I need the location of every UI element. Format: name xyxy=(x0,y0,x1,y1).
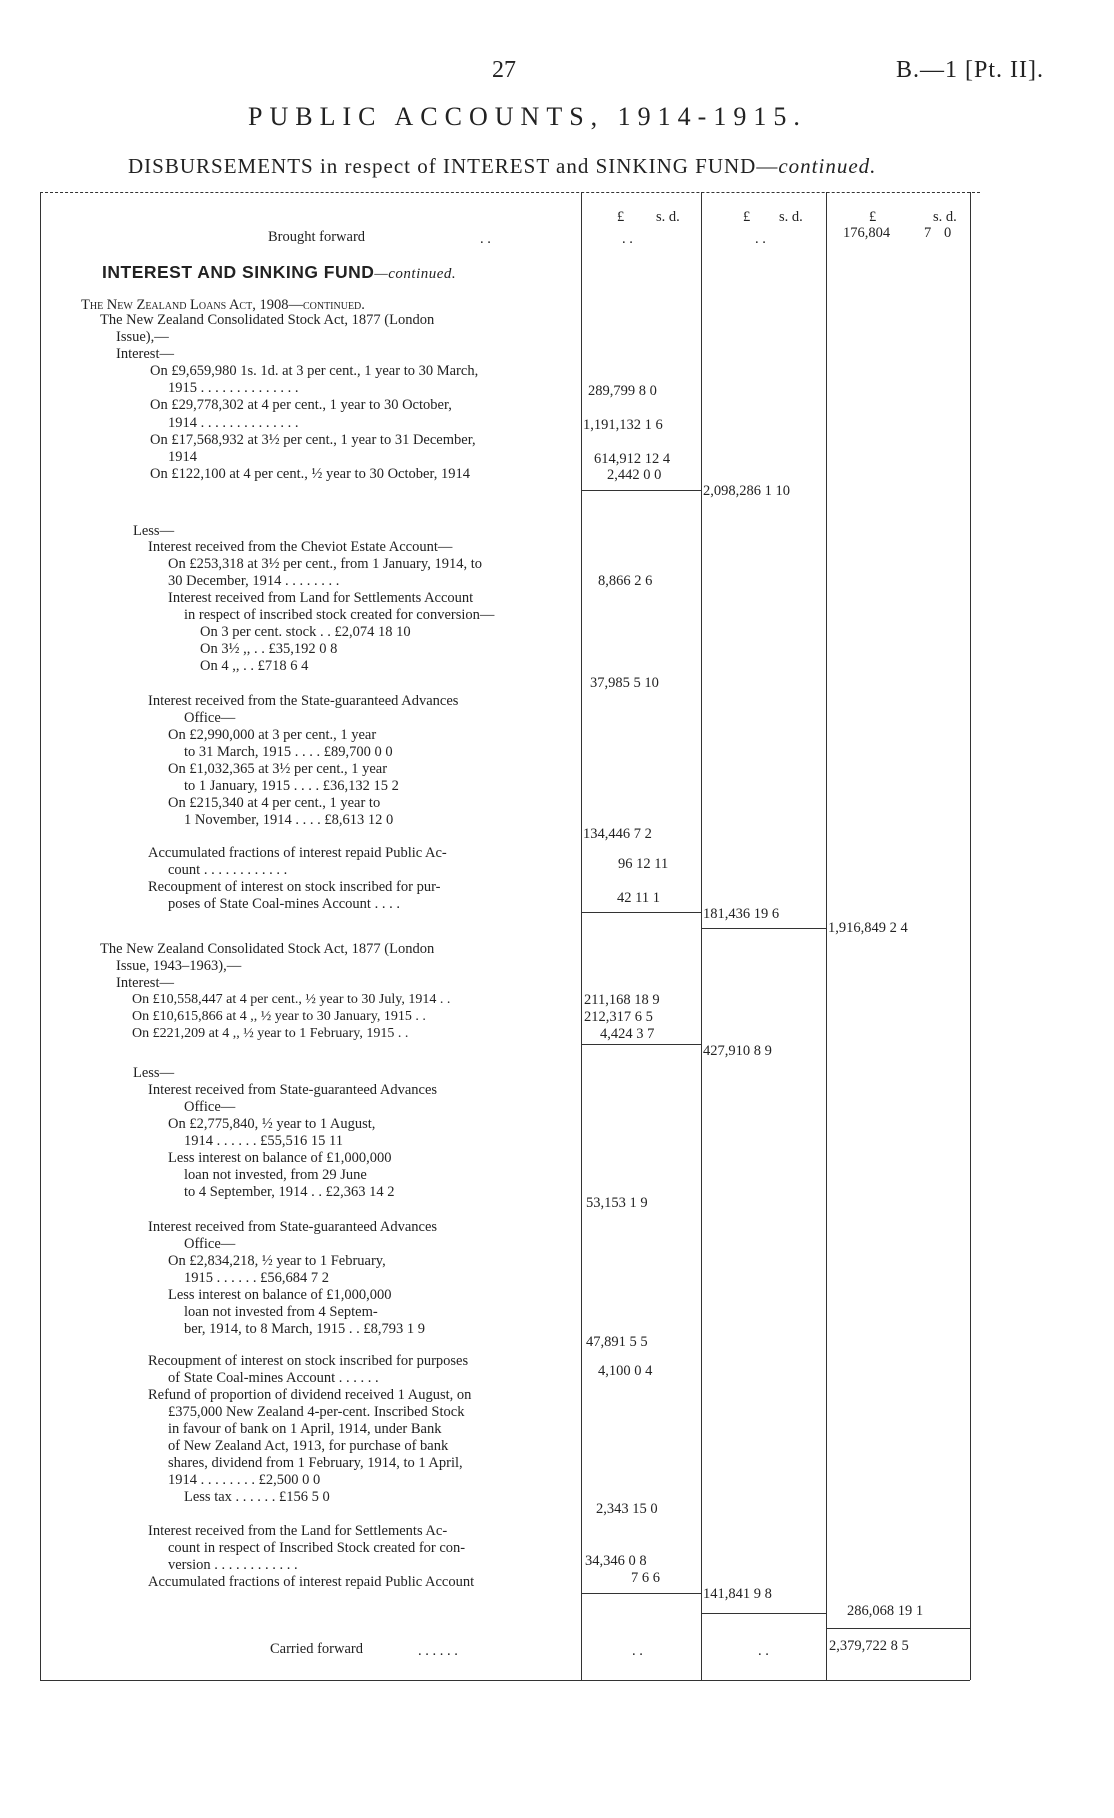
block1-value2: 1,191,132 1 6 xyxy=(583,417,663,433)
table-left-rule xyxy=(40,192,41,1680)
section-heading-text: INTEREST AND SINKING FUND xyxy=(102,262,375,282)
less2-b3: On £2,834,218, ½ year to 1 February, xyxy=(168,1253,386,1269)
col2-sum-rule-1 xyxy=(702,928,826,929)
block1-line3b: 1914 xyxy=(168,449,197,465)
block1-line1a: On £9,659,980 1s. 1d. at 3 per cent., 1 year to 30 March, xyxy=(150,363,479,379)
less2-c1: Recoupment of interest on stock inscribed for purposes xyxy=(148,1353,469,1369)
less2-e1: Interest received from the Land for Settlements Ac- xyxy=(148,1523,448,1539)
table-bottom-rule xyxy=(40,1680,970,1681)
block2-value1: 211,168 18 9 xyxy=(584,992,660,1008)
brought-forward-s: 7 xyxy=(924,225,932,241)
less1-value-a: 8,866 2 6 xyxy=(598,573,653,589)
less2-d2: £375,000 New Zealand 4-per-cent. Inscribed Stock xyxy=(168,1404,465,1420)
less2-a3: On £2,775,840, ½ year to 1 August, xyxy=(168,1116,376,1132)
carried-forward-label: Carried forward xyxy=(270,1641,363,1657)
less1-a2: On £253,318 at 3½ per cent., from 1 January, 1914, to xyxy=(168,556,482,572)
less1-value-d: 96 12 11 xyxy=(618,856,669,872)
block2-total: 427,910 8 9 xyxy=(703,1043,772,1059)
block1-total: 2,098,286 1 10 xyxy=(703,483,790,499)
less2-e3: version . . . . . . . . . . . . xyxy=(168,1557,298,1573)
less2-b4: 1915 . . . . . . £56,684 7 2 xyxy=(184,1270,329,1286)
column-rule-3 xyxy=(826,192,827,1680)
act-1908-heading: The New Zealand Loans Act, 1908—continued. xyxy=(81,297,365,313)
less2-value-e: 34,346 0 8 xyxy=(585,1553,647,1569)
brought-forward-label: Brought forward xyxy=(268,229,366,245)
less2-b6: loan not invested from 4 Septem- xyxy=(184,1304,378,1320)
block1-line4: On £122,100 at 4 per cent., ½ year to 30 October, 1914 xyxy=(150,466,470,482)
less1-label: Less— xyxy=(133,523,175,539)
less2-value-f: 7 6 6 xyxy=(631,1570,660,1586)
less1-d2: count . . . . . . . . . . . . xyxy=(168,862,288,878)
less2-a6: loan not invested, from 29 June xyxy=(184,1167,367,1183)
col1-sd-header: s. d. xyxy=(656,209,680,225)
carried-forward-total: 2,379,722 8 5 xyxy=(829,1638,909,1654)
less1-c2: Office— xyxy=(184,710,236,726)
less2-d1: Refund of proportion of dividend received 1 August, on xyxy=(148,1387,472,1403)
less2-value-a: 53,153 1 9 xyxy=(586,1195,648,1211)
brought-forward-leader: . . xyxy=(480,231,491,247)
col3-sum-rule xyxy=(827,1628,970,1629)
less2-d6: 1914 . . . . . . . . £2,500 0 0 xyxy=(168,1472,321,1488)
brought-forward-col1: . . xyxy=(622,231,633,247)
less1-c4: to 31 March, 1915 . . . . £89,700 0 0 xyxy=(184,744,393,760)
less1-value-e: 42 11 1 xyxy=(617,890,660,906)
less2-b5: Less interest on balance of £1,000,000 xyxy=(168,1287,392,1303)
less2-d4: of New Zealand Act, 1913, for purchase of bank xyxy=(168,1438,449,1454)
less2-a7: to 4 September, 1914 . . £2,363 14 2 xyxy=(184,1184,395,1200)
column-rule-2 xyxy=(701,192,702,1680)
carried-forward-col1: . . xyxy=(632,1643,643,1659)
brought-forward-total: 176,804 xyxy=(843,225,891,241)
less1-a1: Interest received from the Cheviot Estate Account— xyxy=(148,539,453,555)
page-title: PUBLIC ACCOUNTS, 1914-1915. xyxy=(248,102,807,131)
less1-c1: Interest received from the State-guaranteed Advances xyxy=(148,693,459,709)
col3-sd-header: s. d. xyxy=(933,209,957,225)
less1-b5: On 4 ,, . . £718 6 4 xyxy=(200,658,309,674)
block1-value1: 289,799 8 0 xyxy=(588,383,657,399)
col1-pound-header: £ xyxy=(617,209,625,225)
less2-a5: Less interest on balance of £1,000,000 xyxy=(168,1150,392,1166)
less2-a1: Interest received from State-guaranteed Advances xyxy=(148,1082,438,1098)
brought-forward-col2: . . xyxy=(755,231,766,247)
col2-sd-header: s. d. xyxy=(779,209,803,225)
document-reference: B.—1 [Pt. II]. xyxy=(896,57,1044,83)
brought-forward-d: 0 xyxy=(944,225,952,241)
carried-forward-leader: . . . . . . xyxy=(418,1643,458,1659)
less2-value-b: 47,891 5 5 xyxy=(586,1334,648,1350)
less2-net: 286,068 19 1 xyxy=(847,1603,924,1619)
less1-b4: On 3½ ,, . . £35,192 0 8 xyxy=(200,641,338,657)
block1-interest: Interest— xyxy=(116,346,174,362)
less2-d5: shares, dividend from 1 February, 1914, to 1 April, xyxy=(168,1455,463,1471)
carried-forward-col2: . . xyxy=(758,1643,769,1659)
table-top-rule xyxy=(40,192,980,193)
less2-d7: Less tax . . . . . . £156 5 0 xyxy=(184,1489,330,1505)
page-subtitle xyxy=(128,156,876,177)
less2-b2: Office— xyxy=(184,1236,236,1252)
less1-c7: On £215,340 at 4 per cent., 1 year to xyxy=(168,795,381,811)
less2-a2: Office— xyxy=(184,1099,236,1115)
less1-b2: in respect of inscribed stock created for conversion— xyxy=(184,607,495,623)
section-heading-continued: —continued. xyxy=(374,266,457,282)
less1-e1: Recoupment of interest on stock inscribed for pur- xyxy=(148,879,441,895)
block2-line1: On £10,558,447 at 4 per cent., ½ year to 30 July, 1914 . . xyxy=(132,992,451,1007)
block1-sum-rule xyxy=(582,490,701,491)
less1-net: 1,916,849 2 4 xyxy=(828,920,908,936)
less1-b1: Interest received from Land for Settlements Account xyxy=(168,590,474,606)
less2-c2: of State Coal-mines Account . . . . . . xyxy=(168,1370,379,1386)
block1-title-1: The New Zealand Consolidated Stock Act, 1877 (London xyxy=(100,312,435,328)
less2-b7: ber, 1914, to 8 March, 1915 . . £8,793 1 9 xyxy=(184,1321,426,1337)
less2-b1: Interest received from State-guaranteed Advances xyxy=(148,1219,438,1235)
col2-sum-rule-2 xyxy=(702,1613,826,1614)
less2-value-c: 4,100 0 4 xyxy=(598,1363,653,1379)
less2-e2: count in respect of Inscribed Stock created for con- xyxy=(168,1540,466,1556)
subtitle-main: DISBURSEMENTS in respect of INTEREST and SINKING FUND— xyxy=(128,154,779,178)
table-right-rule xyxy=(970,192,971,1680)
block1-line2b: 1914 . . . . . . . . . . . . . . xyxy=(168,415,299,431)
subtitle-continued: continued. xyxy=(778,154,877,178)
less2-value-d: 2,343 15 0 xyxy=(596,1501,658,1517)
page-number: 27 xyxy=(492,57,516,83)
block2-title-2: Issue, 1943–1963),— xyxy=(116,958,242,974)
less1-a3: 30 December, 1914 . . . . . . . . xyxy=(168,573,340,589)
less1-e2: poses of State Coal-mines Account . . . . xyxy=(168,896,400,912)
col2-pound-header: £ xyxy=(743,209,751,225)
block1-value4: 2,442 0 0 xyxy=(607,467,662,483)
section-heading xyxy=(102,264,456,282)
less1-d1: Accumulated fractions of interest repaid Public Ac- xyxy=(148,845,447,861)
col3-pound-header: £ xyxy=(869,209,877,225)
less2-d3: in favour of bank on 1 April, 1914, under Bank xyxy=(168,1421,442,1437)
less1-c8: 1 November, 1914 . . . . £8,613 12 0 xyxy=(184,812,394,828)
block2-value2: 212,317 6 5 xyxy=(584,1009,653,1025)
less2-a4: 1914 . . . . . . £55,516 15 11 xyxy=(184,1133,343,1149)
block1-value3: 614,912 12 4 xyxy=(594,451,671,467)
column-rule-1 xyxy=(581,192,582,1680)
block2-sum-rule xyxy=(582,1044,701,1045)
less1-c5: On £1,032,365 at 3½ per cent., 1 year xyxy=(168,761,388,777)
less1-c6: to 1 January, 1915 . . . . £36,132 15 2 xyxy=(184,778,399,794)
less1-total: 181,436 19 6 xyxy=(703,906,780,922)
less2-label: Less— xyxy=(133,1065,175,1081)
block1-line1b: 1915 . . . . . . . . . . . . . . xyxy=(168,380,299,396)
less2-f1: Accumulated fractions of interest repaid Public Account xyxy=(148,1574,475,1590)
block1-title-2: Issue),— xyxy=(116,329,169,345)
block2-value3: 4,424 3 7 xyxy=(600,1026,655,1042)
less2-sum-rule xyxy=(582,1593,701,1594)
less2-total: 141,841 9 8 xyxy=(703,1586,772,1602)
block2-title-1: The New Zealand Consolidated Stock Act, 1877 (London xyxy=(100,941,435,957)
block2-line2: On £10,615,866 at 4 ,, ½ year to 30 January, 1915 . . xyxy=(132,1009,426,1024)
less1-value-b: 37,985 5 10 xyxy=(590,675,659,691)
block2-interest: Interest— xyxy=(116,975,174,991)
block1-line3a: On £17,568,932 at 3½ per cent., 1 year to 31 December, xyxy=(150,432,476,448)
block1-line2a: On £29,778,302 at 4 per cent., 1 year to 30 October, xyxy=(150,397,452,413)
less1-value-c: 134,446 7 2 xyxy=(583,826,652,842)
less1-sum-rule xyxy=(582,912,701,913)
less1-c3: On £2,990,000 at 3 per cent., 1 year xyxy=(168,727,377,743)
block2-line3: On £221,209 at 4 ,, ½ year to 1 February, 1915 . . xyxy=(132,1026,409,1041)
less1-b3: On 3 per cent. stock . . £2,074 18 10 xyxy=(200,624,411,640)
